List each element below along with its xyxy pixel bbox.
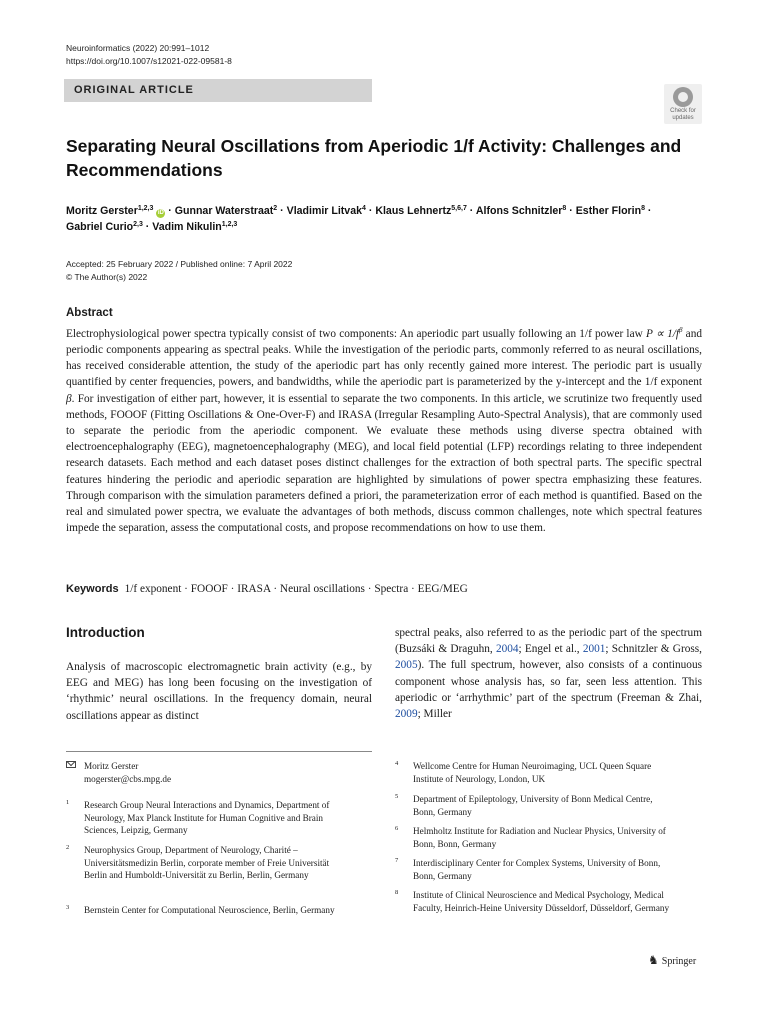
author-name[interactable]: Alfons Schnitzler <box>475 205 563 217</box>
affiliation-number: 2 <box>66 844 70 851</box>
publisher-logo <box>648 953 696 968</box>
author-affiliation: 4 <box>362 205 366 212</box>
corresponding-author: Moritz Gerster <box>84 761 139 771</box>
author-name[interactable]: Moritz Gerster <box>66 205 138 217</box>
affiliation-number: 3 <box>66 904 70 911</box>
introduction-heading: Introduction <box>66 625 145 640</box>
accepted-date: Accepted: 25 February 2022 <box>66 259 174 269</box>
introduction-right-column <box>395 625 702 722</box>
author-affiliation: 2 <box>273 205 278 212</box>
author-affiliation: 2,3 <box>133 221 143 228</box>
author-affiliation: 5,6,7 <box>451 205 467 212</box>
citation-link[interactable]: 2004 <box>495 643 519 656</box>
journal-header <box>66 42 232 68</box>
affiliation-footnote <box>66 904 356 932</box>
affiliation-text: Wellcome Centre for Human Neuroimaging, UCL Queen Square Institute of Neurology, London, UK <box>413 761 652 784</box>
author-name[interactable]: Vladimir Litvak <box>286 205 362 217</box>
keywords-list: 1/f exponent · FOOOF · IRASA · Neural oscillations · Spectra · EEG/MEG <box>124 583 468 595</box>
intro-text: ; Schnitzler & Gross, <box>605 643 702 656</box>
envelope-icon <box>66 761 76 768</box>
author-name[interactable]: Esther Florin <box>575 205 642 217</box>
abstract-body <box>66 322 702 536</box>
author-affiliation: 8 <box>641 205 645 212</box>
affiliation-number: 5 <box>395 793 399 800</box>
article-type-bar: ORIGINAL ARTICLE <box>64 79 372 102</box>
affiliation-number: 7 <box>395 857 399 864</box>
affiliation-number: 1 <box>66 799 70 806</box>
author-name[interactable]: Klaus Lehnertz <box>375 205 452 217</box>
affiliation-number: 4 <box>395 760 399 767</box>
affiliation-footnote <box>395 825 685 853</box>
crossmark-line2: updates <box>672 115 694 121</box>
author-name[interactable]: Gunnar Waterstraat <box>174 205 274 217</box>
affiliation-text: Interdisciplinary Center for Complex Systems, University of Bonn, Bonn, Germany <box>413 858 661 881</box>
springer-horse-icon: ♞ <box>648 953 659 967</box>
affiliation-number: 6 <box>395 825 399 832</box>
intro-text: spectral peaks, also referred to as the periodic part of the spectrum (Buzsáki & Draguhn, <box>395 627 702 656</box>
check-for-updates-badge[interactable] <box>664 84 702 124</box>
affiliation-text: Neurophysics Group, Department of Neurology, Charité – Universitätsmedizin Berlin, corporate member of Freie Universität Berlin and Humboldt-Universität zu Berlin, Berlin, Germany <box>84 845 330 881</box>
affiliation-text: Research Group Neural Interactions and Dynamics, Department of Neurology, Max Planck Institute for Human Cognitive and Brain Sciences, Leipzig, Germany <box>84 800 330 836</box>
correspondence-footnote <box>66 760 372 790</box>
publication-dates <box>66 258 292 284</box>
orcid-icon[interactable]: iD <box>157 210 164 216</box>
intro-text: ; Miller <box>417 708 452 721</box>
author-affiliation: 1,2,3 <box>137 205 154 212</box>
author-affiliation: 1,2,3 <box>221 221 238 228</box>
affiliation-text: Department of Epileptology, University of Bonn Medical Centre, Bonn, Germany <box>413 794 653 817</box>
affiliation-number: 8 <box>395 889 399 896</box>
keywords <box>66 582 468 597</box>
citation-link[interactable]: 2009 <box>395 708 418 721</box>
author-name[interactable]: Vadim Nikulin <box>152 221 222 233</box>
introduction-left-column: Analysis of macroscopic electromagnetic brain activity (e.g., by EEG and MEG) has long been focusing on the investigation of ‘rhythmic’ neural oscillations. In the frequency domain, neural oscillations appear as distinct <box>66 661 372 722</box>
affiliation-text: Bernstein Center for Computational Neuroscience, Berlin, Germany <box>84 905 335 915</box>
check-for-updates-icon <box>673 87 693 107</box>
article-title: Separating Neural Oscillations from Aperiodic 1/f Activity: Challenges and Recommendations <box>66 136 682 180</box>
doi-link[interactable]: https://doi.org/10.1007/s12021-022-09581-8 <box>66 56 232 66</box>
affiliation-footnote <box>395 889 685 929</box>
footnote-divider <box>66 751 372 752</box>
keywords-label: Keywords <box>66 583 119 595</box>
intro-text: ; Engel et al., <box>518 643 583 656</box>
abstract-heading: Abstract <box>66 307 113 319</box>
author-affiliation: 8 <box>562 205 567 212</box>
journal-citation: Neuroinformatics (2022) 20:991–1012 <box>66 43 210 53</box>
abstract-text: and periodic components appearing as spectral peaks. While the investigation of the periodic parts, commonly referred to as neural oscillations, has received considerable attention, the study of the aperiodic part has only recently gained more interest. The periodic part is usually quantified by center frequencies, powers, and bandwidths, while the aperiodic part is parameterized by the y-intercept and the 1/f exponent <box>66 327 702 389</box>
affiliation-text: Helmholtz Institute for Radiation and Nuclear Physics, University of Bonn, Bonn, Germany <box>413 826 666 849</box>
crossmark-line1: Check for <box>670 108 696 114</box>
published-date: / Published online: 7 April 2022 <box>173 259 293 269</box>
publisher-name: Springer <box>661 956 697 967</box>
intro-text: ). The full spectrum, however, also consists of a continuous component whose analysis has, so far, seen less attention. This aperiodic or ‘arrhythmic’ part of the spectrum (Freeman & Zhai, <box>395 659 702 704</box>
author-list: Moritz Gerster$^{1,2,3}$ iD · Gunnar Waterstraat$^2$ · Vladimir Litvak$^4$ · Klaus Lehnertz$^{5,6,7}$ · Alfons Schnitzler$^8$ · Esther Florin$^8$ · Gabriel Curio$^{2,3}$ · Vadim Nikulin$^{1,2,3}$ <box>66 205 652 233</box>
affiliation-footnote <box>66 799 356 839</box>
power-law-formula: P ∝ 1/f <box>645 327 679 340</box>
exponent-symbol: β <box>66 392 72 405</box>
copyright-notice: © The Author(s) 2022 <box>66 272 148 282</box>
citation-link[interactable]: 2001 <box>582 643 606 656</box>
author-name[interactable]: Gabriel Curio <box>66 221 134 233</box>
abstract-text: . For investigation of either part, however, it is essential to separate the two components. In this article, we scrutinize two frequently used methods, FOOOF (Fitting Oscillations & One-Over-F) and IRASA (Irregular Resampling Auto-Spectral Analysis), that are commonly used to separate the periodic from the aperiodic component. We evaluate these methods using diverse spectra obtained with electroencephalography (EEG), magnetoencephalography (MEG), and local field potential (LFP) recordings relating to three independent research datasets. Each method and each dataset poses distinct challenges for the extraction of both spectral parts. The specific spectral features hindering the periodic and aperiodic separation are highlighted by simulations of power spectra emphasizing these features. Through comparison with the simulation parameters defined a priori, the parameterization error of each method is quantified. Based on the real and simulated power spectra, we evaluate the advantages of both methods, discuss common challenges, note which spectral features impede the separation, assess the computational costs, and propose recommendations on how to use them. <box>66 392 702 535</box>
affiliation-text: Institute of Clinical Neuroscience and Medical Psychology, Medical Faculty, Heinrich-Heine University Düsseldorf, Düsseldorf, Germany <box>413 890 670 913</box>
citation-link[interactable]: 2005 <box>395 659 418 672</box>
power-law-exponent: β <box>679 326 683 334</box>
affiliation-footnote <box>395 760 685 788</box>
abstract-text: Electrophysiological power spectra typically consist of two components: An aperiodic part usually following an 1/f power law <box>66 327 646 340</box>
affiliation-footnote <box>395 793 685 821</box>
corresponding-email[interactable]: mogerster@cbs.mpg.de <box>84 773 172 784</box>
affiliation-footnote <box>395 857 685 885</box>
affiliation-footnote <box>66 844 356 896</box>
